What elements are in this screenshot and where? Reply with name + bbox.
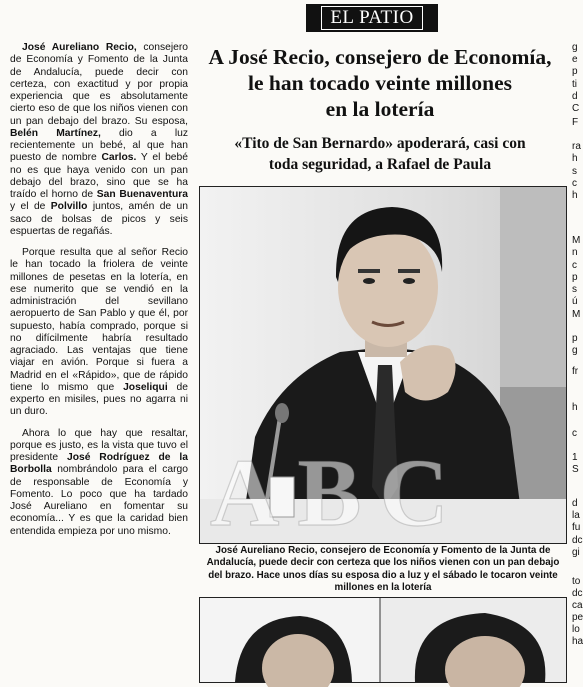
subheadline-line: toda seguridad, a Rafael de Paula <box>268 156 492 173</box>
column-fragment: ú <box>572 296 578 307</box>
column-fragment: F <box>572 117 579 128</box>
bold-name: San Buenaventura <box>96 189 188 200</box>
adjacent-column-fragments <box>570 42 583 682</box>
column-fragment: M <box>572 309 581 320</box>
column-fragment: c <box>572 260 577 271</box>
body-text: y el de <box>10 201 51 213</box>
body-paragraph-3 <box>10 428 188 538</box>
body-text: consejero de Economía y Fomento de la Junta de Andalucía, puede decir con certeza, con exactitud y por propia experiencia que es absolutamente cierto eso de que los niños vienen con un pan debajo del brazo. Su esposa, <box>10 42 188 127</box>
body-paragraph-2 <box>10 247 188 419</box>
column-fragment: s <box>572 284 577 295</box>
column-fragment: dc <box>572 535 583 546</box>
photo-caption: José Aureliano Recio, consejero de Economía y Fomento de la Junta de Andalucía, puede decir con certeza que los niños vienen con un pan debajo del brazo. Hace unos días su esposa dio a luz y el sábado le tocaron veinte millones en la lotería <box>206 545 560 593</box>
column-fragment: e <box>572 54 578 65</box>
column-fragment: la <box>572 510 580 521</box>
column-fragment: ra <box>572 141 581 152</box>
page-corner-fragment <box>0 0 50 14</box>
column-fragment: g <box>572 345 578 356</box>
column-fragment: c <box>572 428 577 439</box>
column-fragment: ti <box>572 79 577 90</box>
subheadline-line: «Tito de San Bernardo» apoderará, casi con <box>234 135 526 152</box>
column-fragment: to <box>572 576 581 587</box>
bold-name: José Rodríguez de la Borbolla <box>10 452 188 476</box>
secondary-photo <box>199 597 567 683</box>
bold-name: Joseliqui <box>123 381 168 393</box>
column-fragment: gi <box>572 547 580 558</box>
body-text: Y el bebé no es que haya venido con un pan debajo del brazo, sino que se ha traído el horno de <box>10 152 188 200</box>
column-fragment: ca <box>572 600 583 611</box>
column-fragment: h <box>572 190 578 201</box>
column-fragment: S <box>572 464 579 475</box>
column-fragment: d <box>572 91 578 102</box>
column-fragment: fu <box>572 522 581 533</box>
bold-name: Polvillo <box>50 201 88 213</box>
headline-line: le han tocado veinte millones <box>248 71 512 95</box>
column-fragment: C <box>572 103 580 114</box>
column-fragment: M <box>572 235 581 246</box>
body-text: nombrándolo para el cargo de responsable de Economía y Fomento. Lo poco que ha tardado José Aureliano en fomentar su economía... Y es que la caridad bien entendida empieza por uno mismo. <box>10 464 188 537</box>
bold-name: Carlos. <box>101 152 137 164</box>
article-body-column <box>10 42 188 547</box>
body-text: Porque resulta que al señor Recio le han tocado la friolera de veinte millones de pesetas en la lotería, en ese numerito que se vendió en la administración del sevillano aeropuerto de San Pablo y que él, por supuesto, había comprado, porque si no difícilmente habría resultado agraciado. Las ventajas que tiene viajar en avión. Porque si fuera a Madrid en el «Rápido», que de rápido tiene lo mismo que <box>10 247 188 393</box>
column-fragment: 1 <box>572 452 578 463</box>
column-fragment: c <box>572 178 577 189</box>
headline-line: A José Recio, consejero de Economía, <box>208 45 552 69</box>
bold-name: José Aureliano Recio, <box>22 42 137 53</box>
column-fragment: fr <box>572 366 579 377</box>
section-header <box>306 4 438 32</box>
portrait-photo <box>199 186 567 544</box>
secondary-photo-illustration <box>200 598 566 682</box>
column-fragment: p <box>572 333 578 344</box>
column-fragment: p <box>572 272 578 283</box>
body-text: dio a luz recientemente un bebé, al que han puesto de nombre <box>10 127 188 164</box>
column-fragment: h <box>572 402 578 413</box>
column-fragment: h <box>572 153 578 164</box>
headline <box>198 44 562 122</box>
column-fragment: g <box>572 42 578 53</box>
column-fragment: dc <box>572 588 583 599</box>
subheadline <box>198 133 562 175</box>
portrait-illustration <box>200 187 566 546</box>
column-fragment: n <box>572 247 578 258</box>
body-text: de experto en misiles, pues no agarra ni un duro. <box>10 381 188 418</box>
column-fragment: s <box>572 166 577 177</box>
body-text: juntos, amén de un saco de bolsas de picos y seis espuertas de regañás. <box>10 201 188 237</box>
column-fragment: p <box>572 66 578 77</box>
column-fragment: d <box>572 498 578 509</box>
column-fragment: ha <box>572 636 583 647</box>
column-fragment: lo <box>572 624 580 635</box>
abc-watermark: ABC <box>210 439 467 546</box>
section-title: EL PATIO <box>321 6 422 30</box>
bold-name: Belén Martínez, <box>10 127 101 139</box>
body-paragraph-1 <box>10 42 188 238</box>
headline-line: en la lotería <box>325 97 435 121</box>
body-text: Ahora lo que hay que resaltar, porque es justo, es la vista que tuvo el presidente <box>10 427 188 463</box>
column-fragment: pe <box>572 612 583 623</box>
